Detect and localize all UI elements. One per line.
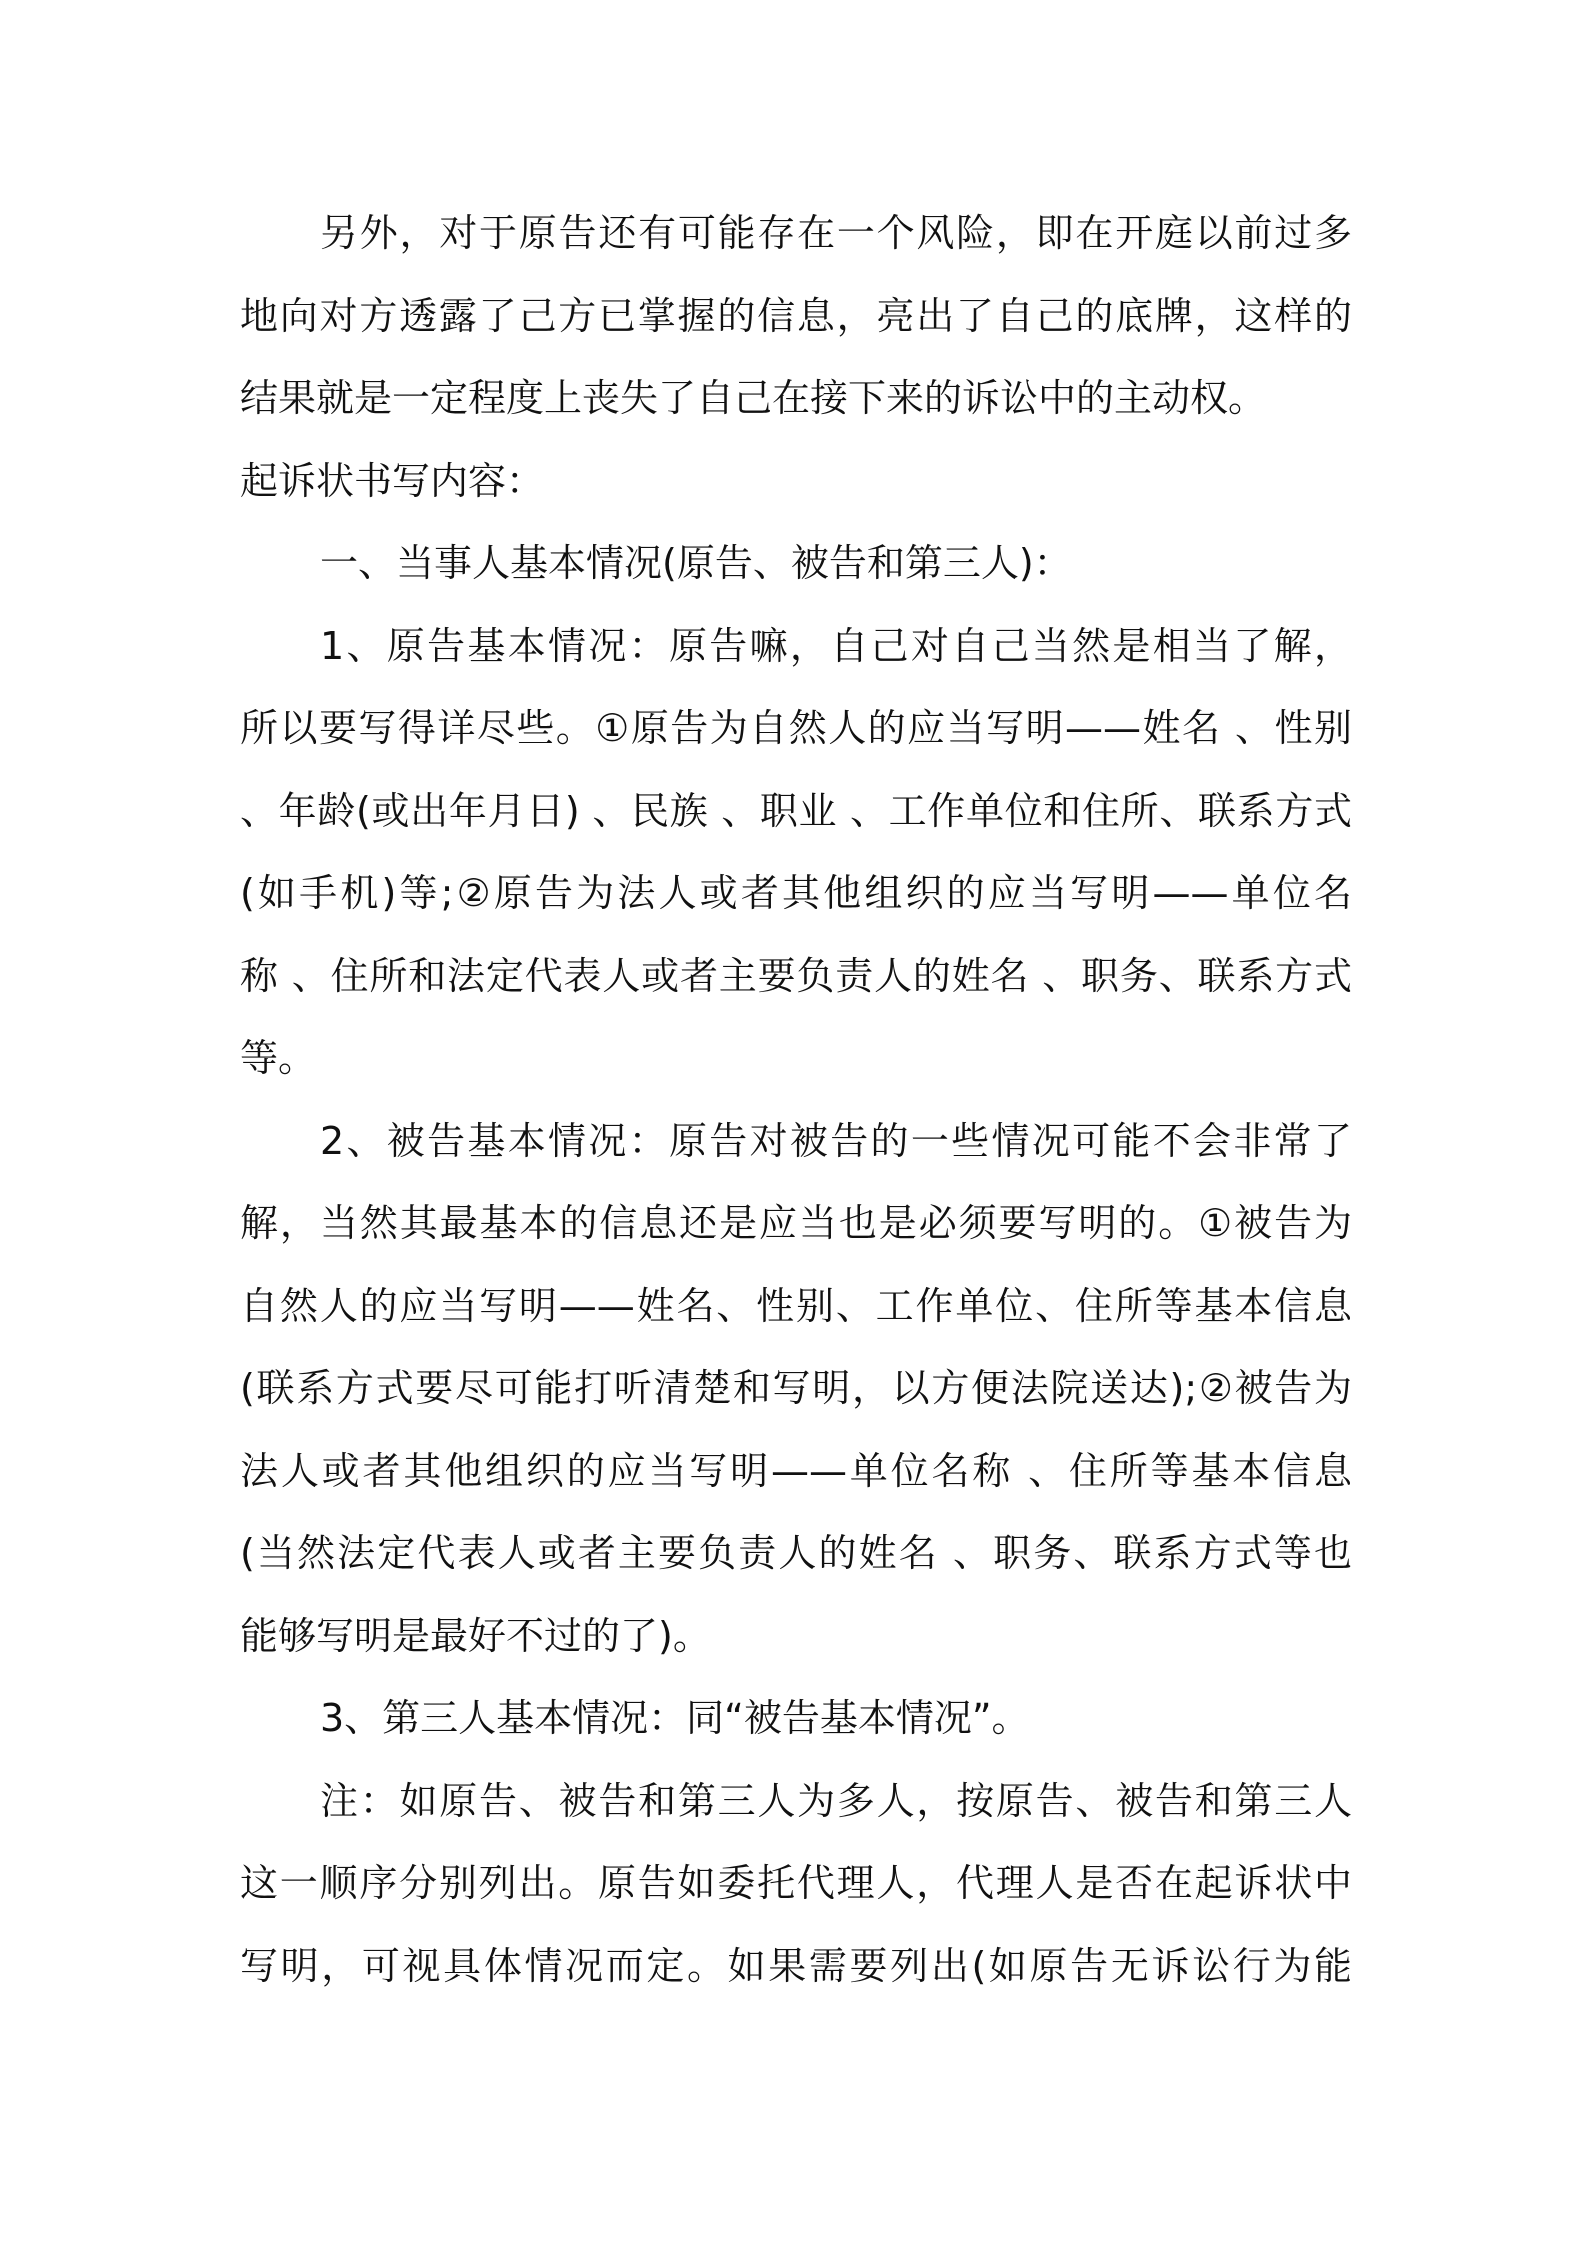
text-line: 这一顺序分别列出。原告如委托代理人，代理人是否在起诉状中 xyxy=(240,1861,1352,1905)
text-line: 、年龄(或出年月日) 、民族 、职业 、工作单位和住所、联系方式 xyxy=(240,788,1352,833)
text-line: 能够写明是最好不过的了)。 xyxy=(240,1613,711,1658)
text-line: (当然法定代表人或者主要负责人的姓名 、职务、联系方式等也 xyxy=(240,1531,1352,1575)
text-line: 称 、住所和法定代表人或者主要负责人的姓名 、职务、联系方式 xyxy=(240,953,1352,998)
section-heading: 起诉状书写内容： xyxy=(240,458,545,503)
text-line: (如手机)等;②原告为法人或者其他组织的应当写明——单位名 xyxy=(240,871,1352,915)
text-line: 2、被告基本情况：原告对被告的一些情况可能不会非常了 xyxy=(320,1118,1352,1163)
text-line: 自然人的应当写明——姓名、性别、工作单位、住所等基本信息 xyxy=(240,1283,1352,1328)
text-line: 注：如原告、被告和第三人为多人，按原告、被告和第三人 xyxy=(320,1778,1352,1823)
text-line: 法人或者其他组织的应当写明——单位名称 、住所等基本信息 xyxy=(240,1448,1352,1493)
text-line: (联系方式要尽可能打听清楚和写明，以方便法院送达);②被告为 xyxy=(240,1366,1352,1410)
subsection-heading: 一、当事人基本情况(原告、被告和第三人)： xyxy=(320,541,1072,585)
document-body xyxy=(240,192,1352,2007)
text-line: 所以要写得详尽些。①原告为自然人的应当写明——姓名 、性别 xyxy=(240,706,1352,750)
text-line: 解，当然其最基本的信息还是应当也是必须要写明的。①被告为 xyxy=(240,1201,1352,1245)
text-line: 地向对方透露了己方已掌握的信息，亮出了自己的底牌，这样的 xyxy=(240,293,1352,338)
text-line: 另外，对于原告还有可能存在一个风险，即在开庭以前过多 xyxy=(320,211,1352,255)
text-line: 1、原告基本情况：原告嘛，自己对自己当然是相当了解， xyxy=(320,623,1352,668)
text-line: 写明，可视具体情况而定。如果需要列出(如原告无诉讼行为能 xyxy=(240,1943,1352,1988)
text-line: 等。 xyxy=(240,1036,317,1080)
text-line: 3、第三人基本情况：同“被告基本情况”。 xyxy=(320,1696,1030,1740)
text-line: 结果就是一定程度上丧失了自己在接下来的诉讼中的主动权。 xyxy=(240,376,1267,420)
